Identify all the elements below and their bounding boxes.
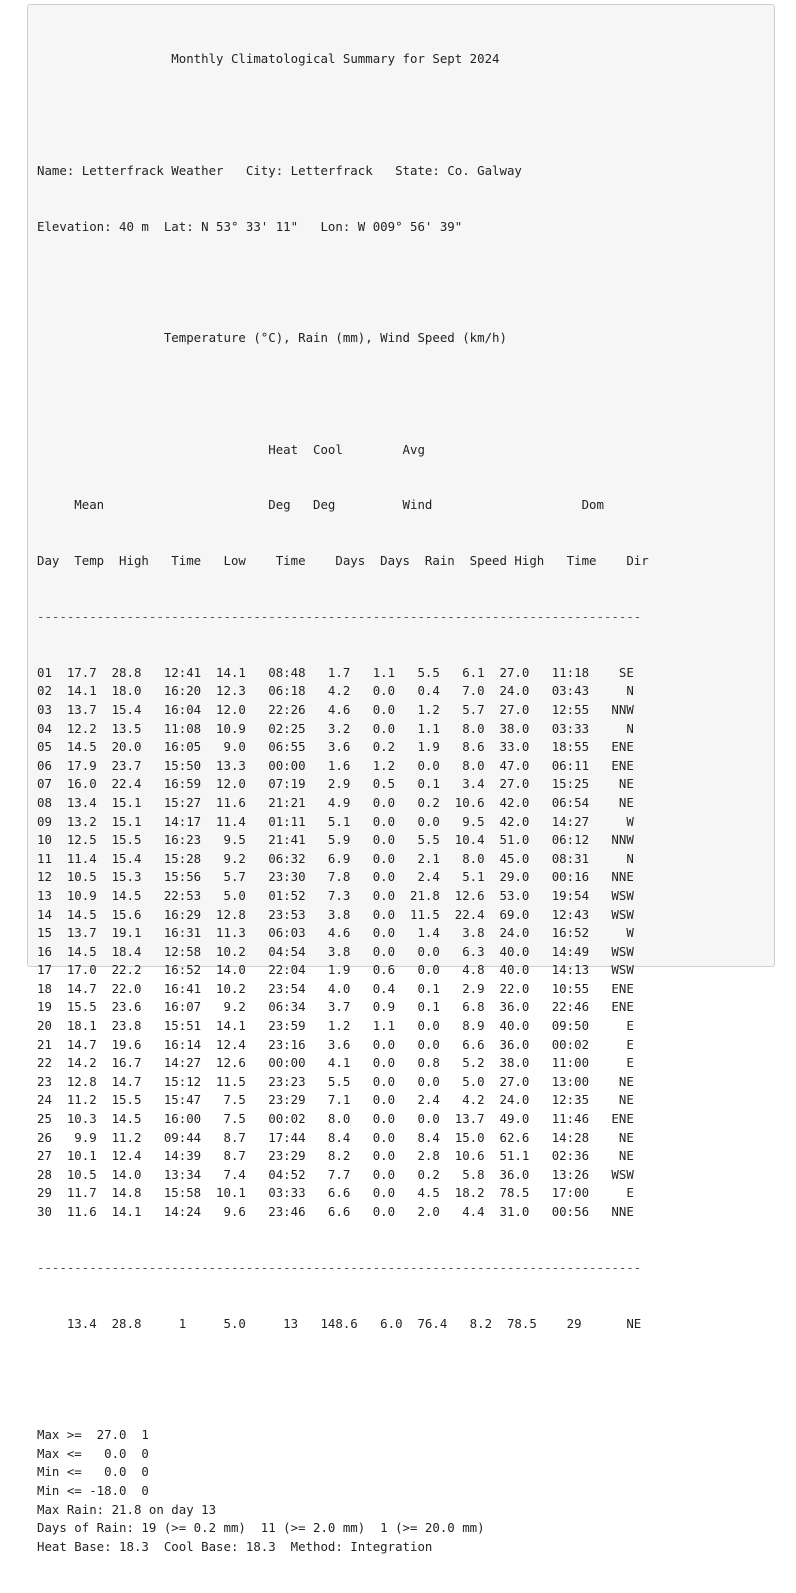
table-row: 28 10.5 14.0 13:34 7.4 04:52 7.7 0.0 0.2 5.8 36.0 13:26 WSW — [37, 1166, 634, 1182]
table-row: 06 17.9 23.7 15:50 13.3 00:00 1.6 1.2 0.0 8.0 47.0 06:11 ENE — [37, 757, 634, 773]
table-row: 24 11.2 15.5 15:47 7.5 23:29 7.1 0.0 2.4 4.2 24.0 12:35 NE — [37, 1092, 634, 1108]
report-panel — [27, 4, 775, 1554]
daily-rows — [37, 664, 649, 1222]
units-line — [37, 329, 649, 348]
report-title — [37, 50, 649, 69]
station-info-line-1: Name: Letterfrack Weather City: Letterfrack State: Co. Galway — [37, 162, 522, 178]
table-row: 13 10.9 14.5 22:53 5.0 01:52 7.3 0.0 21.8 12.6 53.0 19:54 WSW — [37, 887, 634, 903]
summary-line: Max >= 27.0 1 — [37, 1427, 149, 1443]
table-row: 16 14.5 18.4 12:58 10.2 04:54 3.8 0.0 0.0 6.3 40.0 14:49 WSW — [37, 943, 634, 959]
table-row: 18 14.7 22.0 16:41 10.2 23:54 4.0 0.4 0.1 2.9 22.0 10:55 ENE — [37, 980, 634, 996]
station-info-line-2: Elevation: 40 m Lat: N 53° 33' 11" Lon: W 009° 56' 39" — [37, 218, 463, 234]
summary-line: Max <= 0.0 0 — [37, 1445, 149, 1461]
summary-line: Min <= -18.0 0 — [37, 1482, 149, 1498]
summary-line: Days of Rain: 19 (>= 0.2 mm) 11 (>= 2.0 mm) 1 (>= 20.0 mm) — [37, 1520, 485, 1536]
table-row: 08 13.4 15.1 15:27 11.6 21:21 4.9 0.0 0.2 10.6 42.0 06:54 NE — [37, 794, 634, 810]
table-row: 11 11.4 15.4 15:28 9.2 06:32 6.9 0.0 2.1 8.0 45.0 08:31 N — [37, 850, 634, 866]
table-row: 27 10.1 12.4 14:39 8.7 23:29 8.2 0.0 2.8 10.6 51.1 02:36 NE — [37, 1148, 634, 1164]
table-row: 25 10.3 14.5 16:00 7.5 00:02 8.0 0.0 0.0 13.7 49.0 11:46 ENE — [37, 1111, 634, 1127]
table-row: 10 12.5 15.5 16:23 9.5 21:41 5.9 0.0 5.5 10.4 51.0 06:12 NNW — [37, 832, 634, 848]
table-row: 04 12.2 13.5 11:08 10.9 02:25 3.2 0.0 1.1 8.0 38.0 03:33 N — [37, 720, 634, 736]
separator-top: --------------------------------------------------------------------------------- — [37, 609, 642, 624]
table-row: 17 17.0 22.2 16:52 14.0 22:04 1.9 0.6 0.0 4.8 40.0 14:13 WSW — [37, 962, 634, 978]
header-line-3: Day Temp High Time Low Time Days Days Rain Speed High Time Dir — [37, 553, 649, 569]
summary-line: Heat Base: 18.3 Cool Base: 18.3 Method: Integration — [37, 1538, 433, 1554]
blank-line — [37, 385, 649, 404]
table-row: 03 13.7 15.4 16:04 12.0 22:26 4.6 0.0 1.2 5.7 27.0 12:55 NNW — [37, 701, 634, 717]
table-row: 23 12.8 14.7 15:12 11.5 23:23 5.5 0.0 0.0 5.0 27.0 13:00 NE — [37, 1073, 634, 1089]
table-row: 02 14.1 18.0 16:20 12.3 06:18 4.2 0.0 0.4 7.0 24.0 03:43 N — [37, 683, 634, 699]
table-row: 14 14.5 15.6 16:29 12.8 23:53 3.8 0.0 11.5 22.4 69.0 12:43 WSW — [37, 906, 634, 922]
totals-row: 13.4 28.8 1 5.0 13 148.6 6.0 76.4 8.2 78.5 29 NE — [37, 1315, 642, 1331]
blank-line — [37, 1370, 649, 1389]
summary-block — [37, 1426, 649, 1556]
table-row: 22 14.2 16.7 14:27 12.6 00:00 4.1 0.0 0.8 5.2 38.0 11:00 E — [37, 1055, 634, 1071]
table-row: 12 10.5 15.3 15:56 5.7 23:30 7.8 0.0 2.4 5.1 29.0 00:16 NNE — [37, 869, 634, 885]
table-row: 21 14.7 19.6 16:14 12.4 23:16 3.6 0.0 0.0 6.6 36.0 00:02 E — [37, 1036, 634, 1052]
units-text: Temperature (°C), Rain (mm), Wind Speed (km/h) — [163, 330, 507, 346]
summary-line: Min <= 0.0 0 — [37, 1464, 149, 1480]
table-row: 29 11.7 14.8 15:58 10.1 03:33 6.6 0.0 4.5 18.2 78.5 17:00 E — [37, 1185, 634, 1201]
report-text — [37, 13, 649, 1593]
blank-line — [37, 106, 649, 125]
blank-line — [37, 273, 649, 292]
table-row: 07 16.0 22.4 16:59 12.0 07:19 2.9 0.5 0.1 3.4 27.0 15:25 NE — [37, 776, 634, 792]
table-row: 15 13.7 19.1 16:31 11.3 06:03 4.6 0.0 1.4 3.8 24.0 16:52 W — [37, 925, 634, 941]
table-row: 05 14.5 20.0 16:05 9.0 06:55 3.6 0.2 1.9 8.6 33.0 18:55 ENE — [37, 739, 634, 755]
separator-bottom: --------------------------------------------------------------------------------- — [37, 1259, 642, 1275]
report-title-text: Monthly Climatological Summary for Sept 2024 — [171, 51, 500, 67]
header-line-1: Heat Cool Avg — [37, 441, 425, 457]
header-line-2: Mean Deg Deg Wind Dom — [37, 497, 604, 513]
table-row: 30 11.6 14.1 14:24 9.6 23:46 6.6 0.0 2.0 4.4 31.0 00:56 NNE — [37, 1204, 634, 1219]
table-row: 26 9.9 11.2 09:44 8.7 17:44 8.4 0.0 8.4 15.0 62.6 14:28 NE — [37, 1129, 634, 1145]
table-row: 19 15.5 23.6 16:07 9.2 06:34 3.7 0.9 0.1 6.8 36.0 22:46 ENE — [37, 999, 634, 1015]
table-row: 01 17.7 28.8 12:41 14.1 08:48 1.7 1.1 5.5 6.1 27.0 11:18 SE — [37, 664, 634, 680]
table-row: 09 13.2 15.1 14:17 11.4 01:11 5.1 0.0 0.0 9.5 42.0 14:27 W — [37, 813, 634, 829]
table-row: 20 18.1 23.8 15:51 14.1 23:59 1.2 1.1 0.0 8.9 40.0 09:50 E — [37, 1018, 634, 1034]
summary-line: Max Rain: 21.8 on day 13 — [37, 1501, 217, 1517]
